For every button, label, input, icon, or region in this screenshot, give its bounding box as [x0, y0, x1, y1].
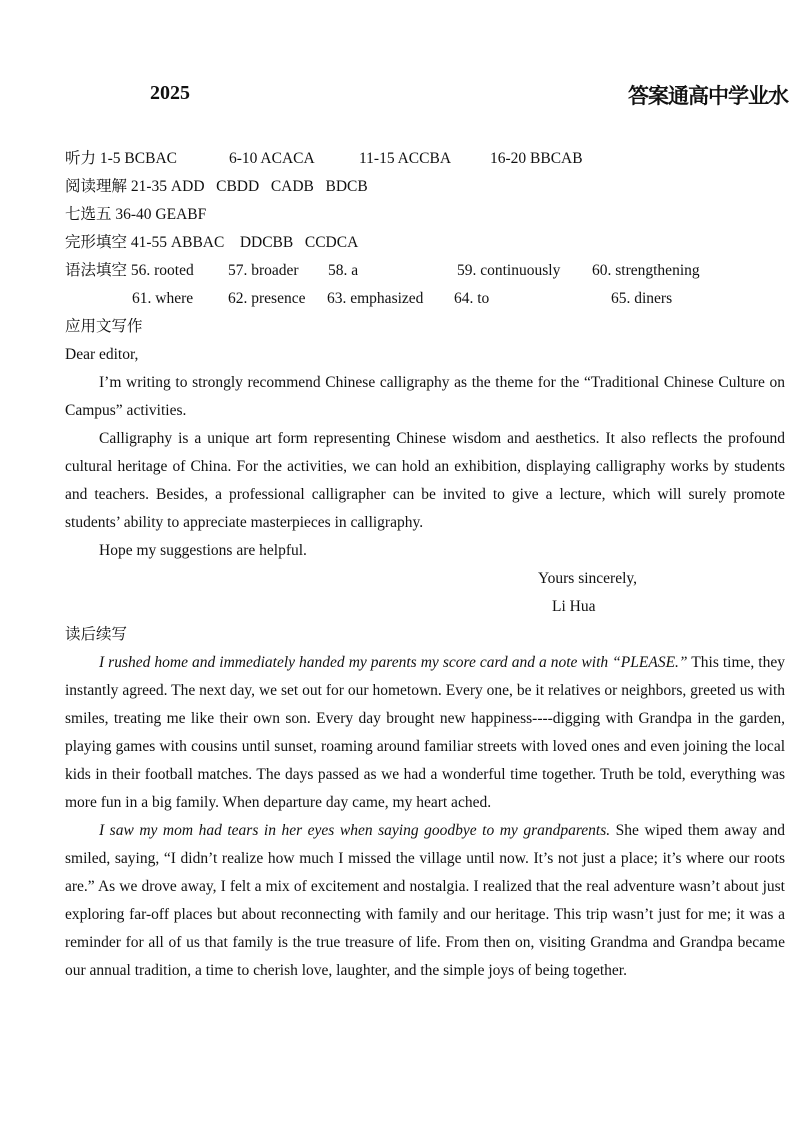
header-title: 答案通高中学业水 — [628, 84, 788, 108]
salutation: Dear editor, — [65, 346, 139, 363]
paragraph-body: This time, they instantly agreed. The next day, we set out for our hometown. Every one, be it relatives or neighbors, greeted us with smiles, treating me like their own son. Every day brought new happiness----digging with Grandpa in the garden, playing games with cousins until sunset, roaming around familiar streets with loved ones and even joining the local kids in their football matches. The days passed as we had a wonderful time together. Truth be told, everything was more fun in a big family. When departure day came, my heart ached. — [65, 654, 785, 811]
paragraph — [65, 649, 785, 817]
answer-value: 21-35 ADD CBDD CADB BDCB — [130, 178, 368, 195]
paragraph: I’m writing to strongly recommend Chinese calligraphy as the theme for the “Traditional Chinese Culture on Campus” activities. — [65, 374, 785, 419]
answer-item: 57. broader — [228, 262, 299, 279]
answer-item: 65. diners — [611, 290, 673, 307]
answer-group: 1-5 BCBAC — [99, 150, 177, 167]
answers-cloze — [65, 229, 785, 257]
signature-name: Li Hua — [552, 598, 596, 615]
answer-item: 59. continuously — [457, 262, 561, 279]
answer-item: 62. presence — [228, 290, 306, 307]
answers-reading — [65, 173, 785, 201]
answers-grammar-1 — [65, 257, 785, 285]
answers-grammar-2 — [65, 285, 785, 313]
answer-item: 61. where — [132, 290, 194, 307]
answer-group: 6-10 ACACA — [229, 150, 315, 167]
answer-item: 60. strengthening — [592, 262, 700, 279]
label: 阅读理解 — [65, 178, 128, 195]
lead-sentence: I saw my mom had tears in her eyes when saying goodbye to my grandparents. — [99, 822, 611, 839]
label: 听力 — [65, 150, 97, 167]
answer-value: 36-40 GEABF — [115, 206, 207, 223]
label: 七选五 — [65, 206, 112, 223]
answers-listening — [65, 145, 785, 173]
header-year: 2025 — [150, 82, 190, 104]
closing: Yours sincerely, — [538, 570, 638, 587]
label: 完形填空 — [65, 234, 128, 251]
answer-value: 41-55 ABBAC DDCBB CCDCA — [130, 234, 359, 251]
lead-sentence: I rushed home and immediately handed my parents my score card and a note with “PLEASE.” — [99, 654, 688, 671]
paragraph: Hope my suggestions are helpful. — [99, 542, 307, 559]
section-heading: 读后续写 — [65, 626, 128, 643]
answer-item: 56. rooted — [130, 262, 194, 279]
paragraph-body: She wiped them away and smiled, saying, “I didn’t realize how much I missed the village until now. It’s not just a place; it’s where our roots are.” As we drove away, I felt a mix of excitement and nostalgia. I realized that the real adventure wasn’t about just exploring far-off places but about reconnecting with family and our heritage. This trip wasn’t just for me; it was a reminder for all of us that family is the true treasure of life. From then on, visiting Grandma and Grandpa became our annual tradition, a time to cherish love, laughter, and the simple joys of being together. — [65, 822, 785, 979]
answer-item: 63. emphasized — [327, 290, 424, 307]
answer-item: 64. to — [454, 290, 490, 307]
section-heading: 应用文写作 — [65, 318, 143, 335]
label: 语法填空 — [65, 262, 128, 279]
paragraph — [65, 817, 785, 985]
paragraph: Calligraphy is a unique art form representing Chinese wisdom and aesthetics. It also reflects the profound cultural heritage of China. For the activities, we can hold an exhibition, displaying calligraphy works by students and teachers. Besides, a professional calligrapher can be invited to give a lecture, which will surely promote students’ ability to appreciate masterpieces in calligraphy. — [65, 430, 785, 531]
answer-group: 11-15 ACCBA — [359, 150, 452, 167]
answer-group: 16-20 BBCAB — [490, 150, 583, 167]
document-body — [65, 145, 785, 985]
answer-item: 58. a — [328, 262, 359, 279]
answers-seven — [65, 201, 785, 229]
